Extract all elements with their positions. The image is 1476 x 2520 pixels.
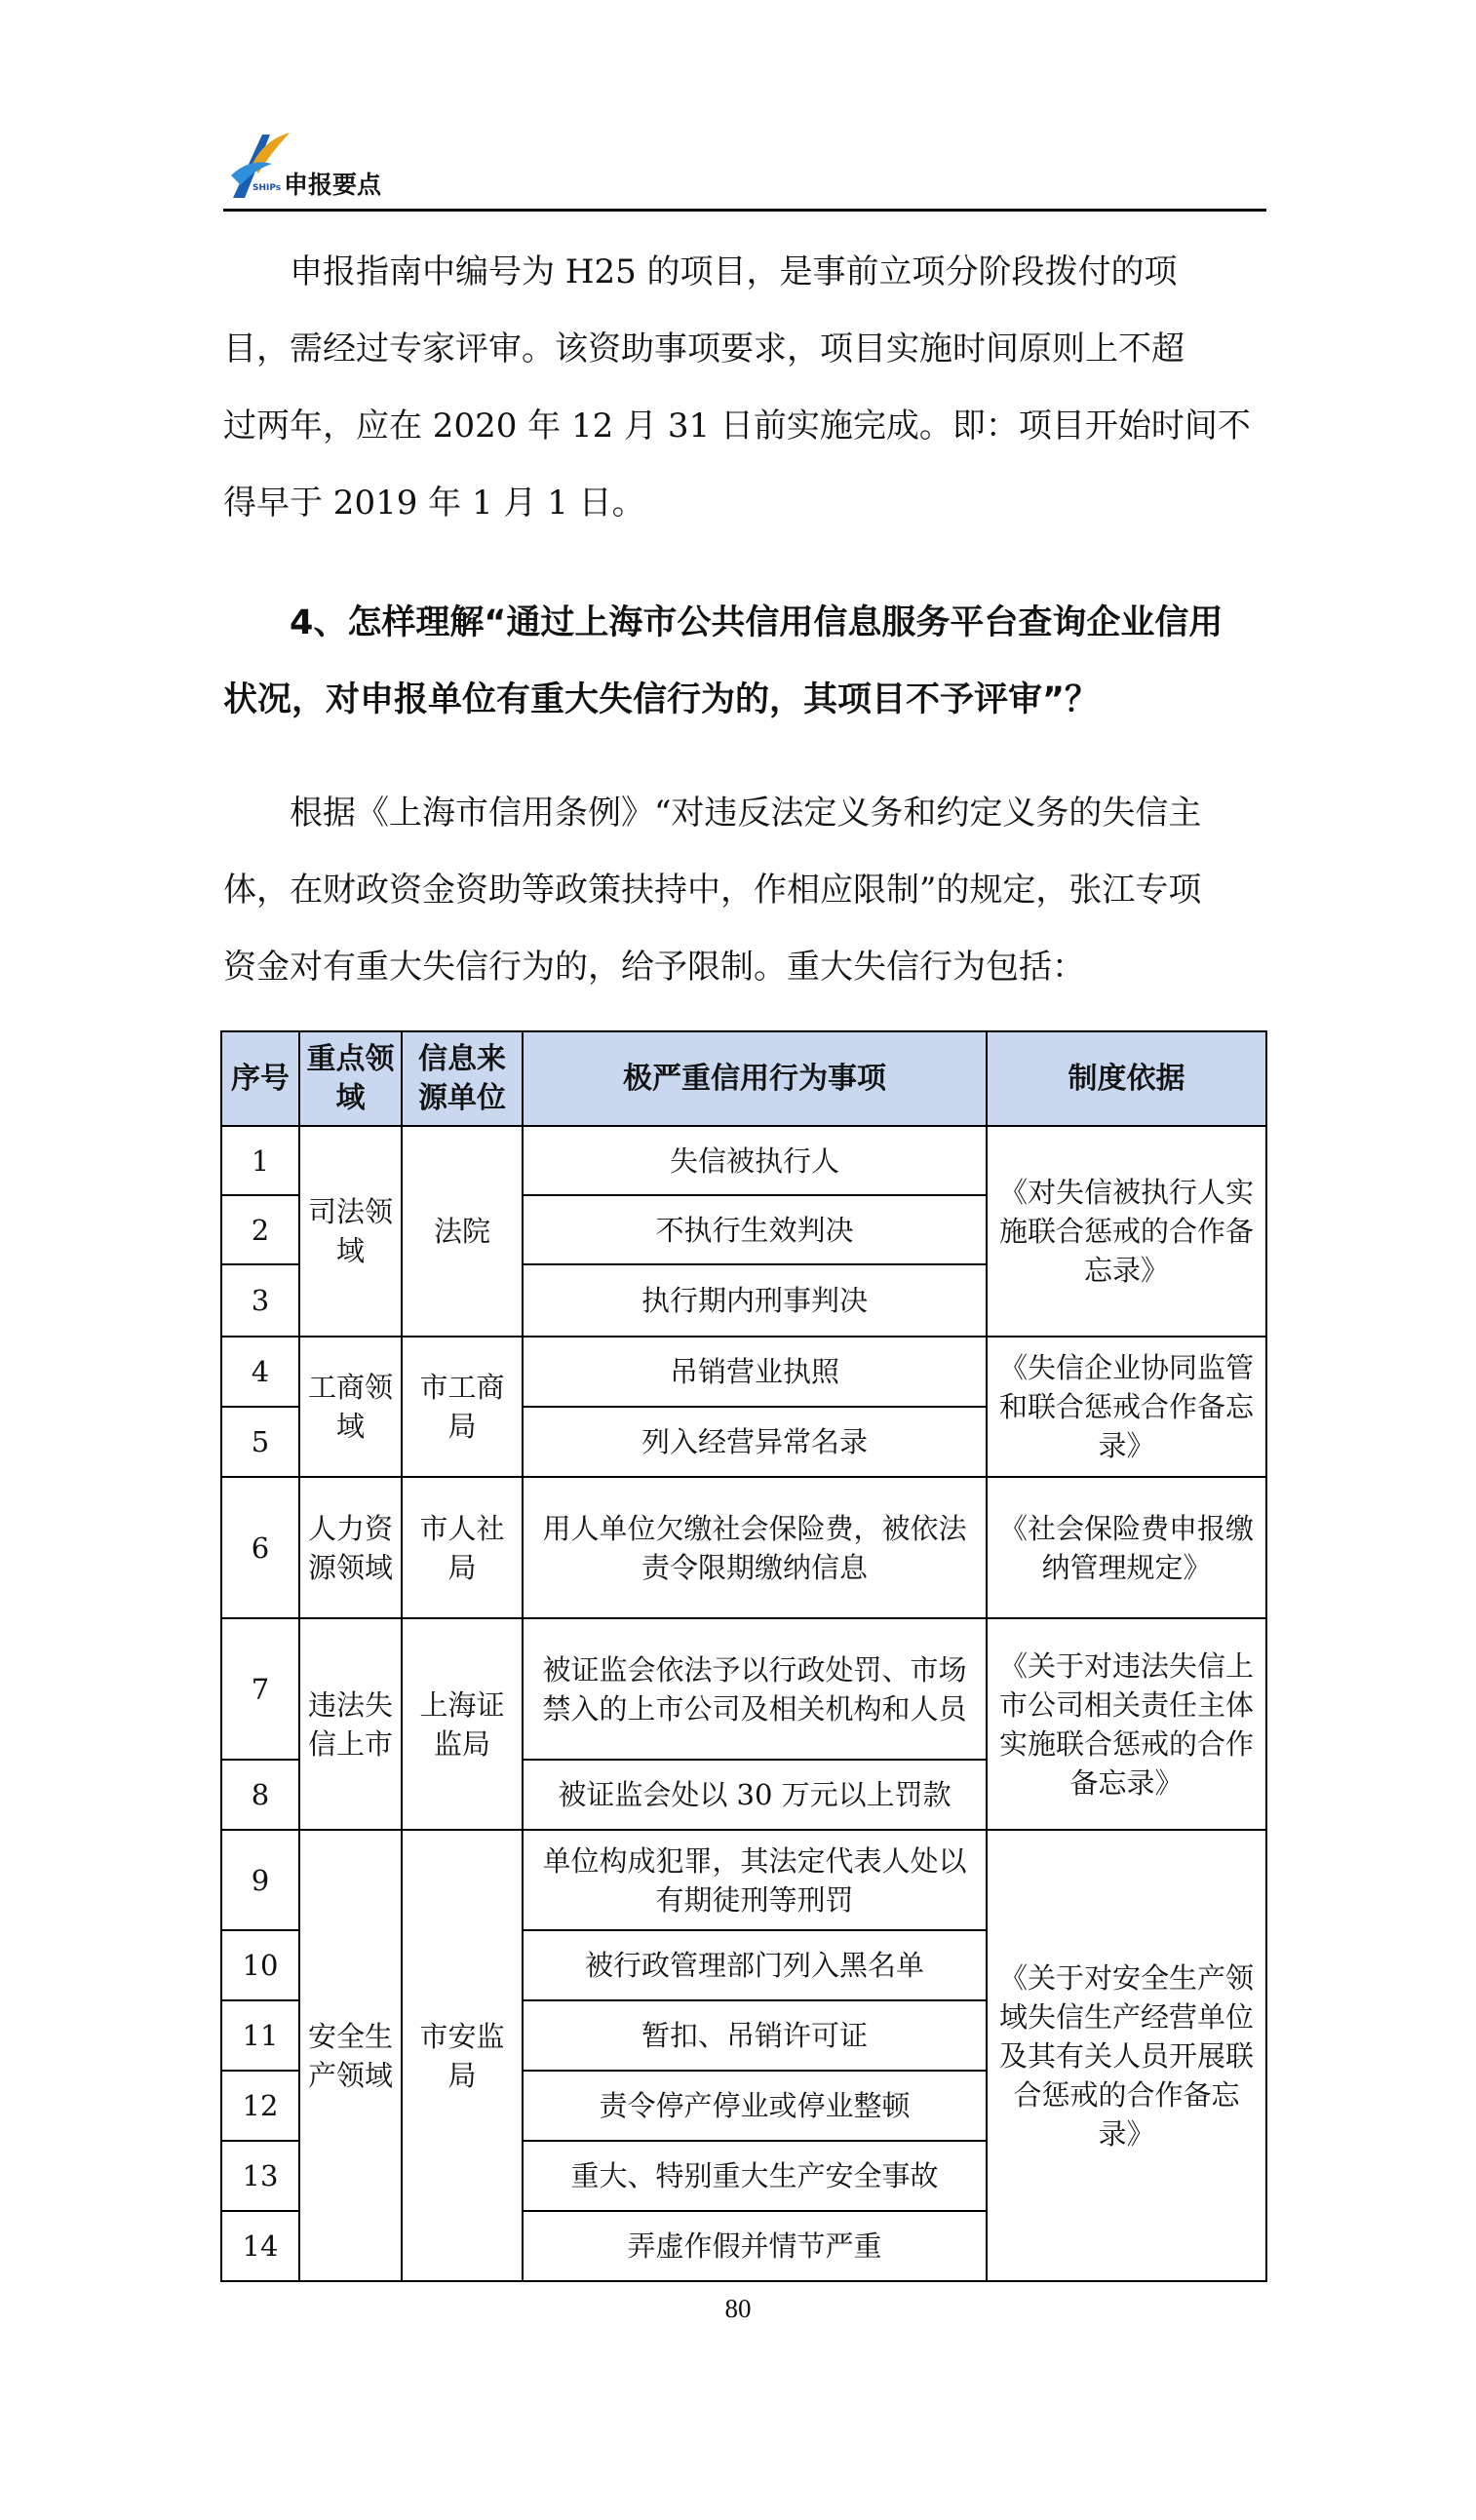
matter-cell: 吊销营业执照 xyxy=(523,1337,987,1407)
matter-cell: 用人单位欠缴社会保险费，被依法责令限期缴纳信息 xyxy=(523,1477,987,1618)
matter-cell: 单位构成犯罪，其法定代表人处以有期徒刑等刑罚 xyxy=(523,1830,987,1930)
row-number: 2 xyxy=(221,1195,299,1264)
source-cell: 市安监局 xyxy=(402,1830,523,2281)
question-heading xyxy=(223,585,1266,739)
paragraph-h25-project xyxy=(223,234,1266,542)
text-line: 体，在财政资金资助等政策扶持中，作相应限制”的规定，张江专项 xyxy=(223,871,1202,910)
row-number: 9 xyxy=(221,1830,299,1930)
matter-cell: 暂扣、吊销许可证 xyxy=(523,2000,987,2071)
row-number: 5 xyxy=(221,1407,299,1477)
page-number: 80 xyxy=(724,2294,752,2323)
row-number: 14 xyxy=(221,2211,299,2281)
matter-cell: 弄虚作假并情节严重 xyxy=(523,2211,987,2281)
row-number: 1 xyxy=(221,1126,299,1195)
matter-cell: 列入经营异常名录 xyxy=(523,1407,987,1477)
field-cell: 安全生产领域 xyxy=(299,1830,402,2281)
matter-cell: 执行期内刑事判决 xyxy=(523,1264,987,1337)
matter-cell: 重大、特别重大生产安全事故 xyxy=(523,2141,987,2211)
column-header: 信息来源单位 xyxy=(402,1031,523,1126)
row-number: 12 xyxy=(221,2071,299,2141)
basis-cell: 《关于对违法失信上市公司相关责任主体实施联合惩戒的合作备忘录》 xyxy=(987,1618,1266,1830)
matter-cell: 被证监会处以 30 万元以上罚款 xyxy=(523,1760,987,1830)
matter-cell: 责令停产停业或停业整顿 xyxy=(523,2071,987,2141)
row-number: 10 xyxy=(221,1930,299,2000)
text-line: 申报指南中编号为 H25 的项目，是事前立项分阶段拨付的项 xyxy=(290,252,1178,291)
column-header: 制度依据 xyxy=(987,1031,1266,1126)
field-cell: 违法失信上市 xyxy=(299,1618,402,1830)
source-cell: 市工商局 xyxy=(402,1337,523,1477)
text-line: 目，需经过专家评审。该资助事项要求，项目实施时间原则上不超 xyxy=(223,330,1185,368)
basis-cell: 《对失信被执行人实施联合惩戒的合作备忘录》 xyxy=(987,1126,1266,1337)
row-number: 7 xyxy=(221,1618,299,1760)
matter-cell: 失信被执行人 xyxy=(523,1126,987,1195)
row-number: 8 xyxy=(221,1760,299,1830)
heading-line: 4、怎样理解“通过上海市公共信用信息服务平台查询企业信用 xyxy=(290,603,1224,642)
source-cell: 法院 xyxy=(402,1126,523,1337)
text-line: 根据《上海市信用条例》“对违反法定义务和约定义务的失信主 xyxy=(290,794,1202,833)
text-line: 过两年，应在 2020 年 12 月 31 日前实施完成。即：项目开始时间不 xyxy=(223,407,1251,446)
header-divider xyxy=(223,209,1266,212)
field-cell: 司法领域 xyxy=(299,1126,402,1337)
row-number: 11 xyxy=(221,2000,299,2071)
matter-cell: 被行政管理部门列入黑名单 xyxy=(523,1930,987,2000)
column-header: 重点领域 xyxy=(299,1031,402,1126)
column-header: 极严重信用行为事项 xyxy=(523,1031,987,1126)
field-cell: 人力资源领域 xyxy=(299,1477,402,1618)
heading-line: 状况，对申报单位有重大失信行为的，其项目不予评审”？ xyxy=(223,680,1100,719)
row-number: 3 xyxy=(221,1264,299,1337)
basis-cell: 《失信企业协同监管和联合惩戒合作备忘录》 xyxy=(987,1337,1266,1477)
paragraph-credit-regulation xyxy=(223,775,1266,1006)
table-row xyxy=(221,1618,1266,1760)
page-header xyxy=(223,107,1266,211)
table-row xyxy=(221,1126,1266,1195)
source-cell: 市人社局 xyxy=(402,1477,523,1618)
table-header-row xyxy=(221,1031,1266,1126)
text-line: 资金对有重大失信行为的，给予限制。重大失信行为包括： xyxy=(223,948,1085,987)
matter-cell: 被证监会依法予以行政处罚、市场禁入的上市公司及相关机构和人员 xyxy=(523,1618,987,1760)
logo-text: SHIPs xyxy=(252,183,282,193)
row-number: 6 xyxy=(221,1477,299,1618)
source-cell: 上海证监局 xyxy=(402,1618,523,1830)
table-row xyxy=(221,1337,1266,1407)
basis-cell: 《社会保险费申报缴纳管理规定》 xyxy=(987,1477,1266,1618)
column-header: 序号 xyxy=(221,1031,299,1126)
row-number: 4 xyxy=(221,1337,299,1407)
matter-cell: 不执行生效判决 xyxy=(523,1195,987,1264)
table-row xyxy=(221,1830,1266,1930)
text-line: 得早于 2019 年 1 月 1 日。 xyxy=(223,484,645,523)
field-cell: 工商领域 xyxy=(299,1337,402,1477)
dishonesty-table xyxy=(220,1030,1267,2282)
header-title: 申报要点 xyxy=(284,171,382,199)
row-number: 13 xyxy=(221,2141,299,2211)
table-row xyxy=(221,1477,1266,1618)
basis-cell: 《关于对安全生产领域失信生产经营单位及其有关人员开展联合惩戒的合作备忘录》 xyxy=(987,1830,1266,2281)
